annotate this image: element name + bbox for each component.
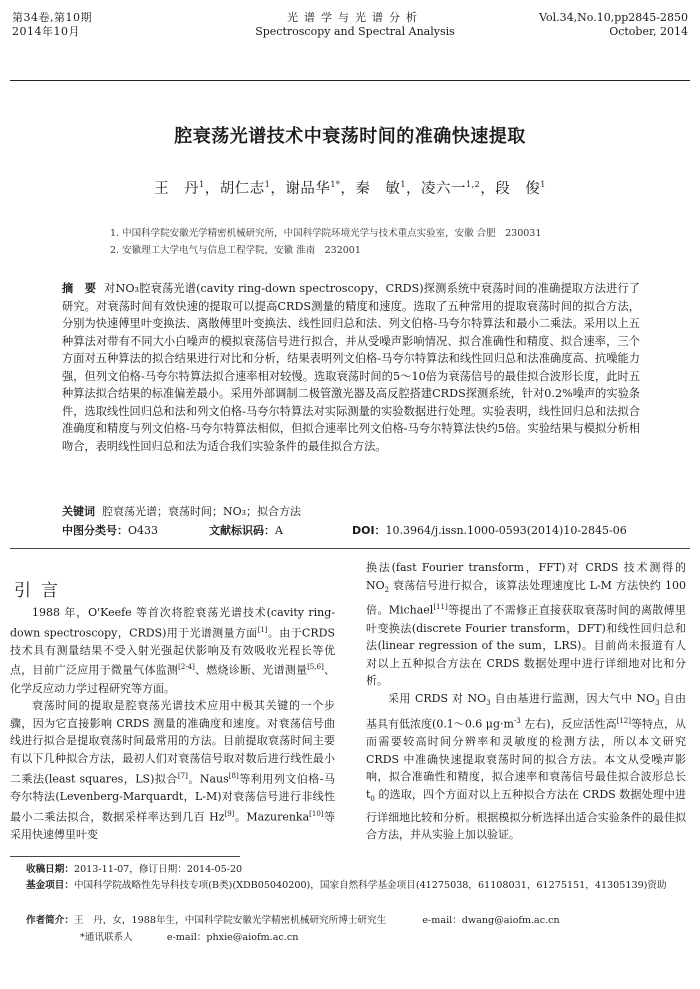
doc-code-value: A xyxy=(275,524,283,537)
author-name: 秦 敏 xyxy=(355,181,401,197)
author-affiliation-mark: 1 xyxy=(540,180,546,190)
journal-name-en: Spectroscopy and Spectral Analysis xyxy=(255,25,455,38)
footnote-correspondence xyxy=(80,930,700,945)
journal-volume-info xyxy=(12,11,92,39)
doi-value: 10.3964/j.issn.1000-0593(2014)10-2845-06 xyxy=(385,524,627,537)
clc-label: 中图分类号： xyxy=(62,524,128,537)
author-bio: 王 丹，女，1988年生，中国科学院安徽光学精密机械研究所博士研究生 xyxy=(73,915,387,926)
affiliation-1: 1. 中国科学院安徽光学精密机械研究所，中国科学院环境光学与技术重点实验室，安徽 合肥 230031 xyxy=(110,228,542,239)
keywords xyxy=(62,503,652,519)
volume-issue: 第34卷,第10期 xyxy=(12,11,92,24)
journal-name xyxy=(240,11,470,39)
author-separator: ， xyxy=(340,181,356,197)
intro-paragraph-1: 1988 年，O'Keefe 等首次将腔衰荡光谱技术(cavity ring-down spectroscopy，CRDS)用于光谱测量方面[1]。由于CRDS 技术具有测量结果不受入射光强起伏影响及有效吸收光程长等优点，目前广泛应用于微量气体监测[2-4]、燃烧诊断、光谱测量[5,6]、化学反应动力学过程研究等方面。 xyxy=(10,606,336,695)
author-separator: ， xyxy=(406,181,422,197)
publication-date-cn: 2014年10月 xyxy=(12,25,80,38)
author-bio-label: 作者简介： xyxy=(26,915,74,926)
abstract-label: 摘 要 xyxy=(62,282,97,295)
author-separator: ， xyxy=(204,181,220,197)
author-name: 胡仁志 xyxy=(219,181,265,197)
dates-value: 2013-11-07，修订日期：2014-05-20 xyxy=(73,864,243,875)
fund-label: 基金项目： xyxy=(26,880,74,891)
author-affiliation-mark: 1 xyxy=(264,180,271,190)
doc-code-label: 文献标识码： xyxy=(209,524,276,537)
left-column xyxy=(10,604,335,843)
footnote-author xyxy=(26,913,686,928)
author-name: 段 俊 xyxy=(495,181,541,197)
footnote-dates xyxy=(26,862,686,877)
keywords-text: 腔衰荡光谱；衰荡时间；NO₃；拟合方法 xyxy=(102,505,302,518)
clc-value: O433 xyxy=(128,524,159,537)
footnote-fund xyxy=(26,878,686,893)
author-affiliation-mark: 1 xyxy=(400,180,407,190)
doi-label: DOI： xyxy=(351,524,386,537)
author-affiliation-mark: 1 xyxy=(199,180,205,190)
header-divider xyxy=(10,80,690,81)
corresponding-email[interactable]: e-mail：phxie@aiofm.ac.cn xyxy=(166,932,299,943)
classification-line xyxy=(62,522,652,538)
author-separator: ， xyxy=(270,181,286,197)
paper-title: 腔衰荡光谱技术中衰荡时间的准确快速提取 xyxy=(174,126,526,147)
author-affiliation-mark: 1,2 xyxy=(466,180,481,190)
author-separator: ， xyxy=(480,181,496,197)
author-name: 谢品华 xyxy=(285,181,331,197)
section-heading-introduction: 引言 xyxy=(14,581,68,601)
author-name: 凌六一 xyxy=(421,181,467,197)
intro-paragraph-2: 衰荡时间的提取是腔衰荡光谱技术应用中极其关键的一个步骤，因为它直接影响 CRDS 测量的准确度和速度。对衰荡信号曲线进行拟合是提取衰荡时间最常用的方法。目前提取衰荡时间主要有以下几种拟合方法，最初人们对衰荡信号取对数后进行线性最小二乘法(least squares，LS)拟合[7]。Naus[8]等利用列文伯格-马夸尔特法(Levenberg-Marquardt，L-M)对衰荡信号进行非线性最小二乘法拟合，数据采样率达到几百 Hz[9]。Mazurenka[10]等采用快速傅里叶变 xyxy=(10,699,335,841)
fund-value: 中国科学院战略性先导科技专项(B类)(XDB05040200)，国家自然科学基金项目(41275038，61108031，61275151，41305139)资助 xyxy=(73,880,667,891)
right-column xyxy=(366,559,686,844)
author-email[interactable]: e-mail：dwang@aiofm.ac.cn xyxy=(422,915,560,926)
corresponding-label: *通讯联系人 xyxy=(80,932,133,943)
affiliation-2: 2. 安徽理工大学电气与信息工程学院，安徽 淮南 232001 xyxy=(110,245,361,256)
author-name: 王 丹 xyxy=(154,181,200,197)
intro-paragraph-3: 换法(fast Fourier transform，FFT)对 CRDS 技术测得的 $NO_2$ 衰荡信号进行拟合，该算法处理速度比 L-M 方法快约 100 倍。Michael[11]等提出了不需修正直接获取衰荡时间的离散傅里叶变换法(discrete Fourier transform，DFT)和线性回归总和法(linear regression of the sum，LRS)。目前尚未报道有人对以上五种拟合方法在 CRDS 数据处理中进行详细地对比和分析。 xyxy=(366,561,686,688)
volume-pages: Vol.34,No.10,pp2845-2850 xyxy=(539,11,688,24)
author-affiliation-mark: 1* xyxy=(330,180,341,190)
journal-name-cn: 光谱学与光谱分析 xyxy=(287,11,423,24)
footnote-divider xyxy=(10,856,240,857)
keywords-label: 关键词 xyxy=(62,505,95,518)
journal-citation-info xyxy=(539,11,688,39)
abstract xyxy=(62,280,640,455)
publication-date-en: October, 2014 xyxy=(609,25,688,38)
author-list xyxy=(0,177,700,198)
abstract-divider xyxy=(10,548,690,549)
abstract-text: 对NO₃腔衰荡光谱(cavity ring-down spectroscopy，CRDS)探测系统中衰荡时间的准确提取方法进行了研究。对衰荡时间有效快速的提取可以提高CRDS测量的精度和速度。选取了五种常用的提取衰荡时间的拟合方法，分别为快速傅里叶变换法、离散傅里叶变换法、线性回归总和法、列文伯格-马夸尔特算法和最小二乘法。采用以上五种算法对带有不同大小白噪声的模拟衰荡信号进行拟合，并从受噪声影响情况、拟合准确性和精度、拟合速率，三个方面对五种算法的拟合结果进行对比和分析，结果表明列文伯格-马夸尔特算法和线性回归总和法准确度高、抗噪能力强，但列文伯格-马夸尔特算法拟合速率相对较慢。选取衰荡时间的5～10倍为衰荡信号的最佳拟合波形长度，此时五种算法拟合结果的标准偏差最小。采用外部调制二极管激光器及高反腔搭建CRDS探测系统，针对0.2%噪声的实验条件，选取线性回归总和法和列文伯格-马夸尔特算法对实际测量的实验数据进行处理。实验表明，线性回归总和法拟合准确度和精度与列文伯格-马夸尔特算法相似，但拟合速率比列文伯格-马夸尔特算法快约5倍。实验结果与模拟分析相吻合，表明线性回归总和法为适合我们实验条件的最佳拟合方法。 xyxy=(62,282,640,453)
intro-paragraph-4: 采用 CRDS 对 $NO_3$ 自由基进行监测，因大气中 $NO_3$ 自由基具有低浓度(0.1～0.6 $\mu g\cdot m^{-3}$ 左右)，反应活性高[12]等特点，从而需要较高时间分辨率和灵敏度的检测方法，所以本文研究 CRDS 中准确快速提取衰荡时间的拟合方法。本文从受噪声影响，拟合准确性和精度，拟合速率和衰荡信号最佳拟合波形总长 $t_0$ 的选取，四个方面对以上五种拟合方法在 CRDS 数据处理中进行详细地比较和分析。根据模拟分析选择出适合实验条件的最佳拟合方法，并从实验上加以验证。 xyxy=(366,692,687,842)
dates-label: 收稿日期： xyxy=(26,864,74,875)
